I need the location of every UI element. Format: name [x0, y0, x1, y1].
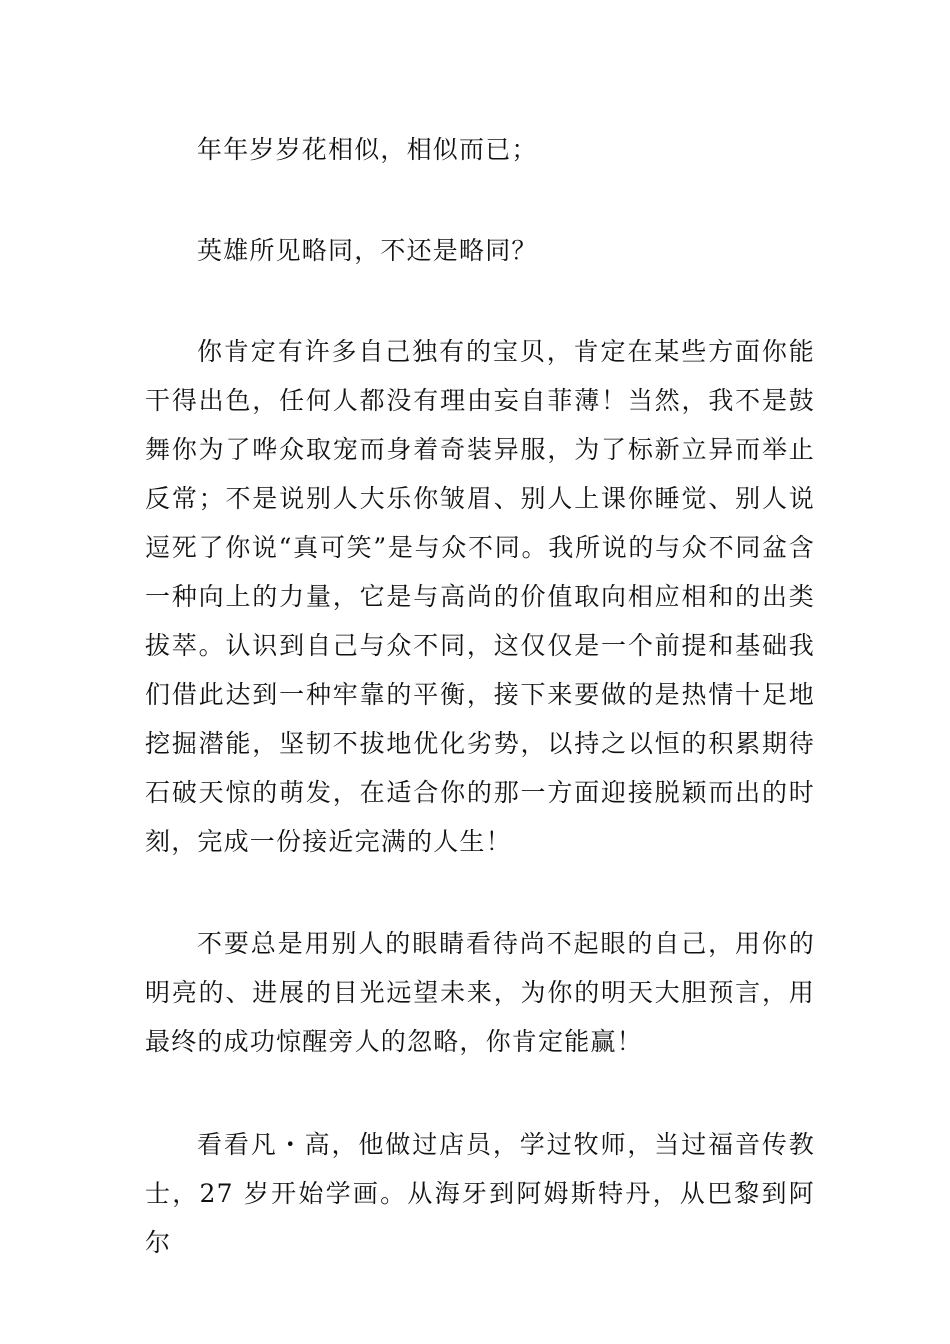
paragraph-text: 你肯定有许多自己独有的宝贝，肯定在某些方面你能干得出色，任何人都没有理由妄自菲薄！当然，我不是鼓舞你为了哗众取宠而身着奇装异服，为了标新立异而举止反常；不是说别人大乐你皱眉、别人上课你睡觉、别人说逗死了你说“真可笑”是与众不同。我所说的与众不同盆含一种向上的力量，它是与高尚的价值取向相应相和的出类拔萃。认识到自己与众不同，这仅仅是一个前提和基础我们借此达到一种牢靠的平衡，接下来要做的是热情十足地挖掘潜能，坚韧不拔地优化劣势，以持之以恒的积累期待石破天惊的萌发，在适合你的那一方面迎接脱颖而出的时刻，完成一份接近完满的人生！	[145, 337, 815, 856]
paragraph-5	[145, 1120, 815, 1267]
paragraph-text: 不要总是用别人的眼睛看待尚不起眼的自己，用你的明亮的、进展的目光远望未来，为你的明天大胆预言，用最终的成功惊醒旁人的忽略，你肯定能赢！	[145, 929, 815, 1056]
paragraph-1	[145, 125, 815, 174]
paragraph-4	[145, 919, 815, 1066]
paragraph-text: 英雄所见略同，不还是略同？	[197, 236, 538, 265]
paragraph-2	[145, 226, 815, 275]
paragraph-text: 年年岁岁花相似，相似而已；	[197, 135, 538, 164]
paragraph-3	[145, 327, 815, 866]
paragraph-text: 看看凡・高，他做过店员，学过牧师，当过福音传教士，27 岁开始学画。从海牙到阿姆斯特丹，从巴黎到阿尔	[145, 1130, 815, 1257]
